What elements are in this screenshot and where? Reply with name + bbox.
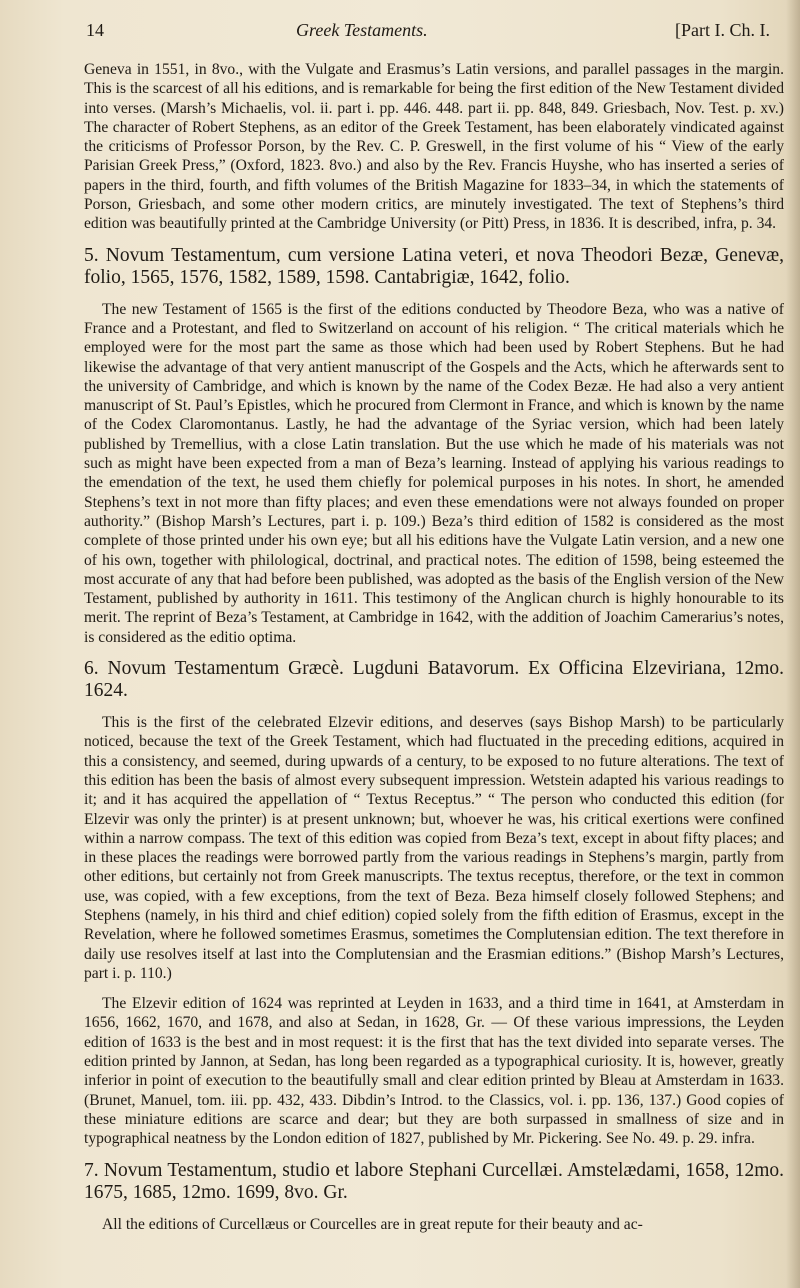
paragraph bbox=[84, 1215, 784, 1234]
paragraph bbox=[84, 994, 784, 1148]
paragraph-text: All the editions of Curcellæus or Courcelles are in great repute for their beauty and ac- bbox=[102, 1215, 643, 1233]
paragraph bbox=[84, 300, 784, 647]
paragraph: Geneva in 1551, in 8vo., with the Vulgate and Erasmus’s Latin versions, and parallel passages in the margin. This is the scarcest of all his editions, and is remarkable for being the first edition of the New Testament divided into verses. (Marsh’s Michaelis, vol. ii. part i. pp. 446. 448. part ii. pp. 848, 849. Griesbach, Nov. Test. p. xv.) The character of Robert Stephens, as an editor of the Greek Testament, has been elaborately vindicated against the criticisms of Professor Porson, by the Rev. C. P. Greswell, in the first volume of his “ View of the early Parisian Greek Press,” (Oxford, 1823. 8vo.) and also by the Rev. Francis Huyshe, who has inserted a series of papers in the third, fourth, and fifth volumes of the British Magazine for 1833–34, in which the statements of Porson, Griesbach, and some other modern critics, are minutely investigated. The text of Stephens’s third edition was beautifully printed at the Cambridge University (or Pitt) Press, in 1836. It is described, infra, p. 34. bbox=[84, 61, 784, 233]
page-number: 14 bbox=[86, 20, 104, 40]
paragraph-text: The new Testament of 1565 is the first of the editions conducted by Theodore Beza, who was a native of France and a Protestant, and fled to Switzerland on account of his religion. “ The critical materials which he employed were for the most part the same as those which had been used by Robert Stephens. But he had likewise the advantage of that very antient manuscript of the Gospels and the Acts, which he afterwards sent to the university of Cambridge, and which is known by the name of the Codex Bezæ. He had also a very antient manuscript of St. Paul’s Epistles, which he procured from Clermont in France, and which is known by the name of the Codex Claromontanus. Lastly, he had the advantage of the Syriac version, which had been lately published by Tremellius, with a close Latin translation. But the use which he made of his materials was not such as might have been expected from a man of Beza’s learning. Instead of applying his various readings to the emendation of the text, he used them chiefly for polemical purposes in his notes. In short, he amended Stephens’s text in not more than fifty places; and even these emendations were not always founded on proper authority.” (Bishop Marsh’s Lectures, part i. p. 109.) Beza’s third edition of 1582 is considered as the most complete of those printed under his own eye; but all his editions have the Vulgate Latin version, and a new one of his own, together with philological, doctrinal, and practical notes. The edition of 1598, being esteemed the most accurate of any that had before been published, was adopted as the basis of the English version of the New Testament, published by authority in 1611. This testimony of the Anglican church is highly honourable to its merit. The reprint of Beza’s Testament, at Cambridge in 1642, with the addition of Joachim Camerarius’s notes, is considered as the editio optima. bbox=[84, 300, 784, 646]
entry-heading-5: 5. Novum Testamentum, cum versione Latina veteri, et nova Theodori Bezæ, Genevæ, folio, 1565, 1576, 1582, 1589, 1598. Cantabrigiæ, 1642, folio. bbox=[84, 244, 784, 288]
paragraph-text: The Elzevir edition of 1624 was reprinted at Leyden in 1633, and a third time in 1641, at Amsterdam in 1656, 1662, 1670, and 1678, and also at Sedan, in 1628, Gr. — Of these various impressions, the Leyden edition of 1633 is the best and in most request: it is the first that has the text divided into separate verses. The edition printed by Jannon, at Sedan, has long been regarded as a typographical curiosity. It is, however, greatly inferior in point of execution to the beautifully small and clear edition printed by Bleau at Amsterdam in 1633. (Brunet, Manuel, tom. iii. pp. 432, 433. Dibdin’s Introd. to the Classics, vol. i. pp. 136, 137.) Good copies of these miniature editions are scarce and dear; but they are both surpassed in smallness of size and in typographical neatness by the London edition of 1827, published by Mr. Pickering. See No. 49. p. 29. infra. bbox=[84, 995, 784, 1148]
section-reference: [Part I. Ch. I. bbox=[675, 20, 770, 40]
page-edge-shadow bbox=[786, 0, 800, 1288]
entry-heading-7: 7. Novum Testamentum, studio et labore Stephani Curcellæi. Amstelædami, 1658, 12mo. 1675, 1685, 12mo. 1699, 8vo. Gr. bbox=[84, 1159, 784, 1203]
page-body bbox=[84, 60, 784, 1245]
paragraph bbox=[84, 713, 784, 983]
entry-heading-6: 6. Novum Testamentum Græcè. Lugduni Batavorum. Ex Officina Elzeviriana, 12mo. 1624. bbox=[84, 658, 784, 702]
running-header bbox=[86, 20, 776, 46]
running-title: Greek Testaments. bbox=[296, 20, 428, 40]
paragraph-text: This is the first of the celebrated Elzevir editions, and deserves (says Bishop Marsh) to be particularly noticed, because the text of the Greek Testament, which had fluctuated in the preceding editions, acquired in this a consistency, and seemed, during upwards of a century, to be exposed to no future alterations. The text of this edition has been the basis of almost every subsequent impression. Wetstein adapted his various readings to it; and it has acquired the appellation of “ Textus Receptus.” “ The person who conducted this edition (for Elzevir was only the printer) is at present unknown; but, whoever he was, his critical exertions were confined within a narrow compass. The text of this edition was copied from Beza’s text, except in about fifty places; and in these places the readings were borrowed partly from the various readings in Stephens’s margin, partly from other editions, but certainly not from Greek manuscripts. The textus receptus, therefore, or the text in common use, was copied, with a few exceptions, from the text of Beza. Beza himself closely followed Stephens; and Stephens (namely, in his third and chief edition) copied solely from the fifth edition of Erasmus, except in the Revelation, where he followed sometimes Erasmus, sometimes the Complutensian edition. The text therefore in daily use resolves itself at last into the Complutensian and the Erasmian editions.” (Bishop Marsh’s Lectures, part i. p. 110.) bbox=[84, 714, 784, 982]
